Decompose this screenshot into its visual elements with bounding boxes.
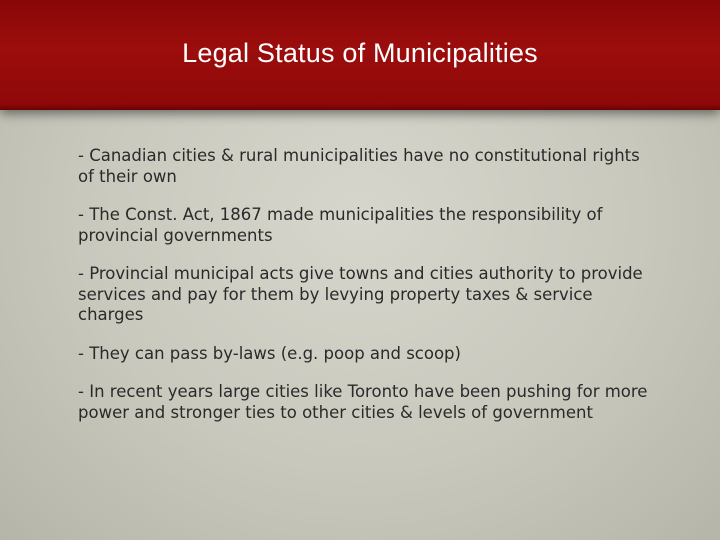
bullet-item: - In recent years large cities like Toronto have been pushing for more power and stronger ties to other cities & levels of government bbox=[78, 382, 648, 422]
bullet-item: - The Const. Act, 1867 made municipalities the responsibility of provincial governments bbox=[78, 205, 603, 245]
bullet-item: - They can pass by-laws (e.g. poop and scoop) bbox=[78, 343, 461, 363]
bullet-item: - Provincial municipal acts give towns and cities authority to provide services and pay for them by levying property taxes & service charges bbox=[78, 264, 643, 324]
bullet-item: - Canadian cities & rural municipalities have no constitutional rights of their own bbox=[78, 146, 640, 186]
title-bar bbox=[0, 0, 720, 110]
slide-title: Legal Status of Municipalities bbox=[182, 38, 538, 68]
bullet-list bbox=[78, 146, 658, 441]
